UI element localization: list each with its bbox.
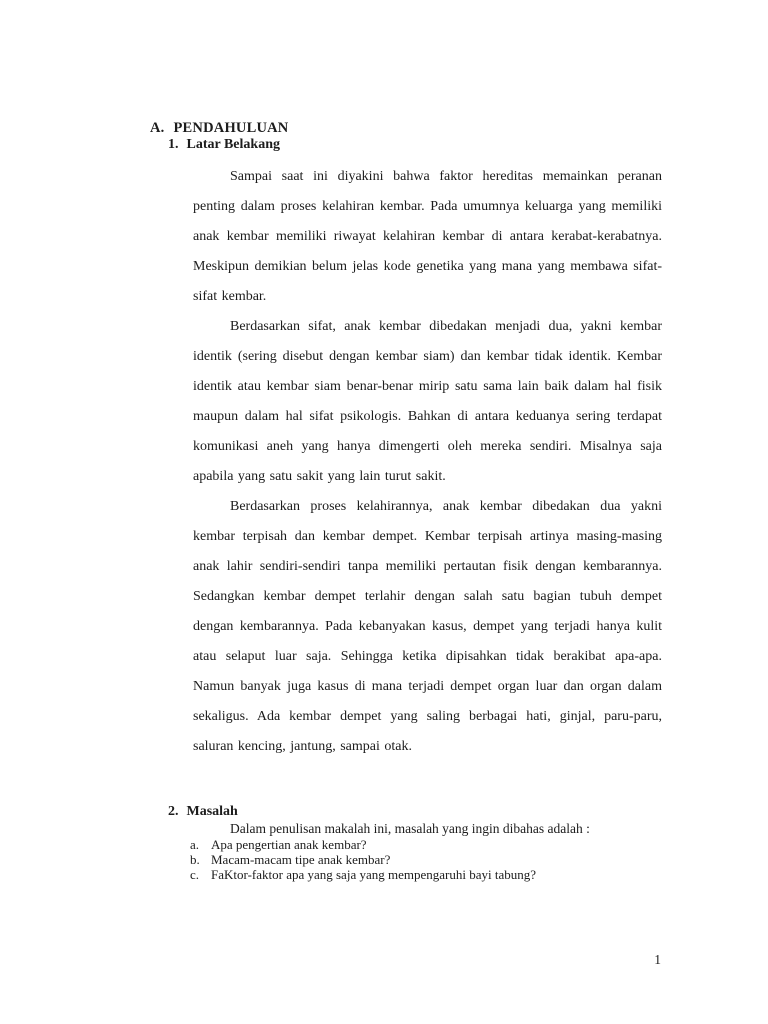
list-item — [190, 837, 662, 852]
section-heading-pendahuluan — [150, 120, 662, 137]
list-item-label: a. — [190, 837, 200, 852]
page-number: 1 — [654, 952, 661, 967]
latar-belakang-body — [193, 162, 662, 762]
subsection-label: 2. — [168, 804, 179, 819]
paragraph: Berdasarkan proses kelahirannya, anak kembar dibedakan dua yakni kembar terpisah dan kembar dempet. Kembar terpisah artinya masing-masing anak lahir sendiri-sendiri tanpa memiliki pertautan fisik dengan kembarannya. Sedangkan kembar dempet terlahir dengan salah satu bagian tubuh dempet dengan kembarannya. Pada kebanyakan kasus, dempet yang terjadi hanya kulit atau selaput luar saja. Sehingga ketika dipisahkan tidak berakibat apa-apa. Namun banyak juga kasus di mana terjadi dempet organ luar dan organ dalam sekaligus. Ada kembar dempet yang saling berbagai hati, ginjal, paru-paru, saluran kencing, jantung, sampai otak. — [193, 499, 662, 754]
masalah-section — [150, 804, 662, 882]
list-item-label: c. — [190, 867, 200, 882]
subsection-label: 1. — [168, 137, 179, 152]
list-item — [190, 867, 662, 882]
page-content — [150, 120, 662, 882]
paragraph: Berdasarkan sifat, anak kembar dibedakan menjadi dua, yakni kembar identik (sering disebut dengan kembar siam) dan kembar tidak identik. Kembar identik atau kembar siam benar-benar mirip satu sama lain baik dalam hal fisik maupun dalam hal sifat psikologis. Bahkan di antara keduanya sering terdapat komunikasi aneh yang hanya dimengerti oleh mereka sendiri. Misalnya saja apabila yang satu sakit yang lain turut sakit. — [193, 319, 662, 484]
subsection-heading-masalah — [168, 804, 662, 820]
subsection-title: Latar Belakang — [186, 137, 280, 152]
masalah-intro: Dalam penulisan makalah ini, masalah yang ingin dibahas adalah : — [230, 821, 590, 836]
section-title: PENDAHULUAN — [173, 120, 289, 136]
list-item-text: Apa pengertian anak kembar? — [211, 837, 367, 852]
subsection-title: Masalah — [186, 804, 238, 819]
list-item-text: Macam-macam tipe anak kembar? — [211, 852, 391, 867]
subsection-heading-latar-belakang — [168, 137, 662, 153]
section-label: A. — [150, 120, 165, 136]
list-item-text: FaKtor-faktor apa yang saja yang mempengaruhi bayi tabung? — [211, 867, 536, 882]
list-item-label: b. — [190, 852, 200, 867]
list-item — [190, 852, 662, 867]
paragraph: Sampai saat ini diyakini bahwa faktor hereditas memainkan peranan penting dalam proses kelahiran kembar. Pada umumnya keluarga yang memiliki anak kembar memiliki riwayat kelahiran kembar di antara kerabat-kerabatnya. Meskipun demikian belum jelas kode genetika yang mana yang membawa sifat-sifat kembar. — [193, 169, 662, 304]
masalah-list — [190, 837, 662, 882]
